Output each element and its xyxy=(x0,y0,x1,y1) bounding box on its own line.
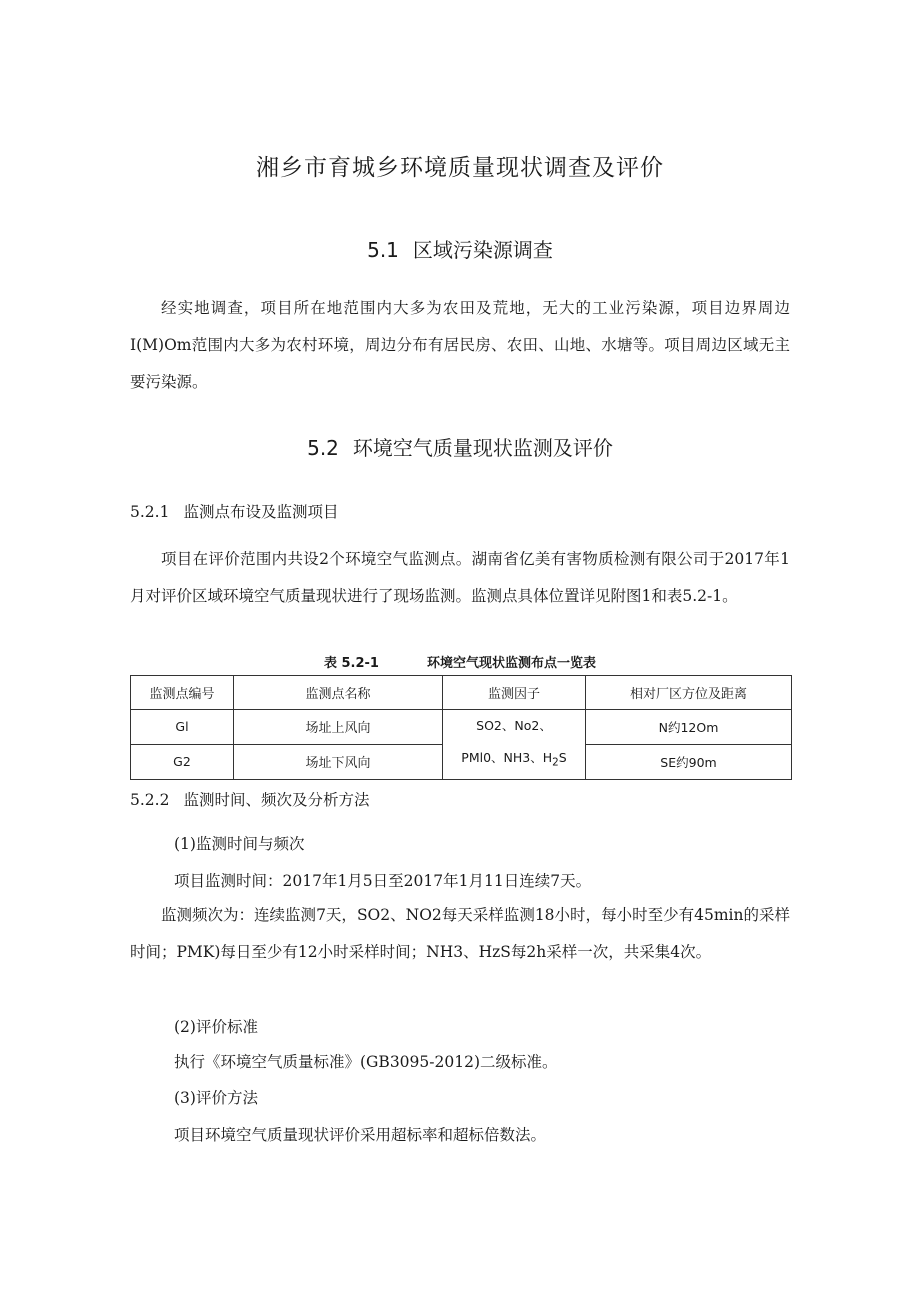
table-header-cell: 监测因子 xyxy=(443,676,586,710)
subsection-number: 5.2.1 xyxy=(130,503,170,521)
point-id-cell: G2 xyxy=(131,744,234,779)
table-row xyxy=(131,710,792,745)
item-3-text: 项目环境空气质量现状评价采用超标率和超标倍数法。 xyxy=(174,1126,547,1144)
page-title: 湘乡市育城乡环境质量现状调查及评价 xyxy=(256,155,664,181)
item-2-text: 执行《环境空气质量标准》(GB3095-2012)二级标准。 xyxy=(174,1053,558,1071)
direction-distance-cell: N约12Om xyxy=(586,710,792,745)
item-1-time: 项目监测时间：2017年1月5日至2017年1月11日连续7天。 xyxy=(174,872,592,890)
table-title: 环境空气现状监测布点一览表 xyxy=(426,656,596,671)
section-5-1-heading xyxy=(0,234,920,266)
section-title: 区域污染源调查 xyxy=(412,238,553,262)
monitoring-factors-cell xyxy=(443,710,586,780)
subsection-number: 5.2.2 xyxy=(130,791,170,809)
section-5-1-paragraph: 经实地调查，项目所在地范围内大多为农田及荒地，无大的工业污染源，项目边界周边I(M)Om范围内大多为农村环境，周边分布有居民房、农田、山地、水塘等。项目周边区域无主要污染源。 xyxy=(130,299,790,391)
table-header-cell: 相对厂区方位及距离 xyxy=(586,676,792,710)
factor-line: SO2、No2、 xyxy=(476,718,552,733)
monitoring-points-table xyxy=(130,675,792,780)
subsection-5-2-2-heading xyxy=(130,787,790,813)
table-caption xyxy=(130,654,790,674)
factor-subscript: 2 xyxy=(552,756,559,769)
item-3-title: (3)评价方法 xyxy=(174,1089,258,1107)
section-5-2-heading xyxy=(0,432,920,464)
point-name-cell: 场址下风向 xyxy=(234,744,443,779)
point-name-cell: 场址上风向 xyxy=(234,710,443,745)
subsection-5-2-1-heading xyxy=(130,499,790,525)
item-2-title: (2)评价标准 xyxy=(174,1018,258,1036)
subsection-5-2-1-paragraph: 项目在评价范围内共设2个环境空气监测点。湖南省亿美有害物质检测有限公司于2017年1月对评价区域环境空气质量现状进行了现场监测。监测点具体位置详见附图1和表5.2-1。 xyxy=(130,550,790,605)
section-number: 5.1 xyxy=(367,238,399,262)
point-id-cell: Gl xyxy=(131,710,234,745)
table-header-cell: 监测点名称 xyxy=(234,676,443,710)
table-header-row xyxy=(131,676,792,710)
direction-distance-cell: SE约90m xyxy=(586,744,792,779)
factor-text: S xyxy=(558,750,567,765)
section-title: 环境空气质量现状监测及评价 xyxy=(352,436,613,460)
subsection-title: 监测时间、频次及分析方法 xyxy=(183,791,370,809)
factor-line xyxy=(443,742,585,779)
item-1-frequency: 监测频次为：连续监测7天，SO2、NO2每天采样监测18小时，每小时至少有45min的采样时间；PMK)每日至少有12小时采样时间；NH3、HzS每2h采样一次，共采集4次。 xyxy=(130,906,790,961)
factor-text: PMl0、NH3、H xyxy=(461,750,553,765)
table-number: 表 5.2-1 xyxy=(323,656,379,671)
item-1-title: (1)监测时间与频次 xyxy=(174,835,305,853)
subsection-title: 监测点布设及监测项目 xyxy=(183,503,339,521)
section-number: 5.2 xyxy=(307,436,339,460)
table-header-cell: 监测点编号 xyxy=(131,676,234,710)
